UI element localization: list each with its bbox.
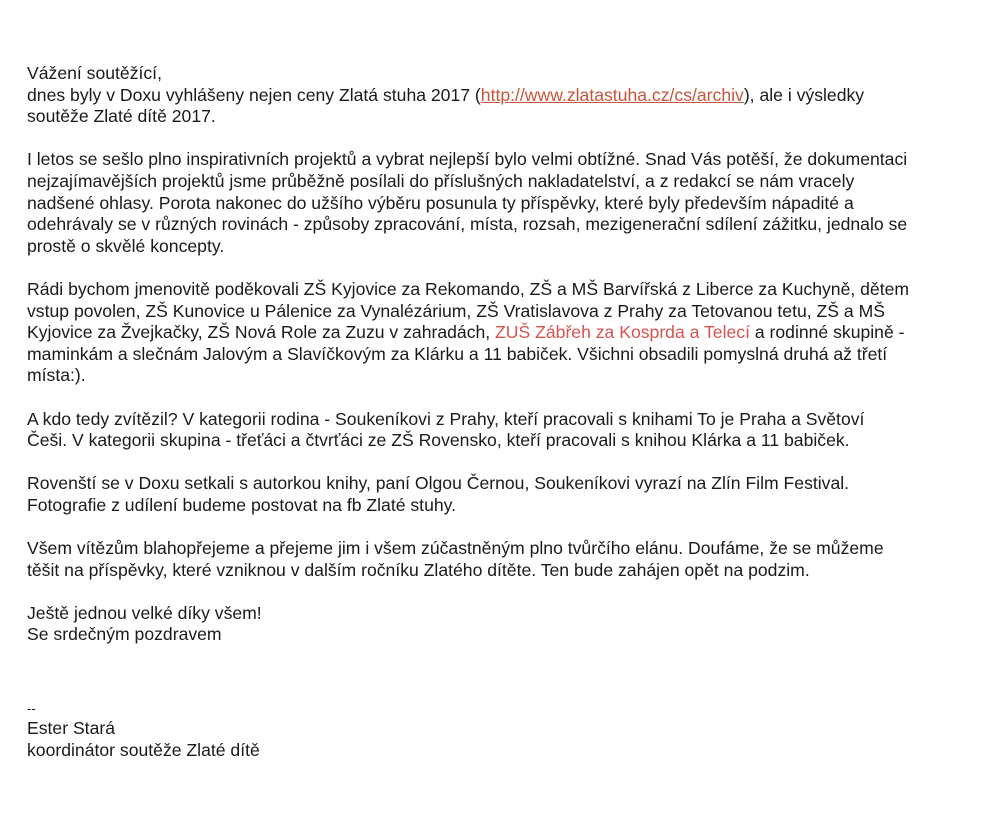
signature-dashes: -- (27, 701, 36, 717)
letter-body (27, 63, 987, 761)
paragraph-line: Češi. V kategorii skupina - třeťáci a čtvrťáci ze ZŠ Rovensko, kteří pracovali s knihou Klárka a 11 babiček. (27, 430, 850, 451)
paragraph-line: A kdo tedy zvítězil? V kategorii rodina - Soukeníkovi z Prahy, kteří pracovali s knihami To je Praha a Světoví (27, 408, 865, 429)
closing-line: Se srdečným pozdravem (27, 624, 222, 645)
paragraph-line: maminkám a slečnám Jalovým a Slavíčkovým za Klárku a 11 babiček. Všichni obsadili pomyslná druhá až třetí (27, 343, 888, 364)
highlighted-school: ZUŠ Zábřeh za Kosprda a Telecí (495, 322, 750, 343)
intro-text-1: dnes byly v Doxu vyhlášeny nejen ceny Zlatá stuha 2017 ( (27, 84, 481, 105)
paragraph-line: těšit na příspěvky, které vzniknou v dalším ročníku Zlatého dítěte. Ten bude zahájen opět na podzim. (27, 559, 810, 580)
greeting: Vážení soutěžící, (27, 63, 162, 83)
paragraph-line: prostě o skvělé koncepty. (27, 235, 225, 256)
paragraph-congratulations (27, 538, 987, 581)
paragraph-line: nejzajímavějších projektů jsme průběžně posílali do příslušných nakladatelství, a z redakcí se nám vracely (27, 170, 855, 191)
signature-spacer (27, 646, 987, 700)
intro-line-2: soutěže Zlaté dítě 2017. (27, 106, 216, 127)
paragraph-projects (27, 149, 987, 257)
closing (27, 603, 987, 646)
paragraph-line: odehrávaly se v různých rovinách - způsoby zpracování, místa, rozsah, mezigenerační sdílení zážitku, jednalo se (27, 214, 908, 235)
archive-link[interactable]: http://www.zlatastuha.cz/cs/archiv (480, 84, 744, 105)
paragraph-meeting (27, 473, 987, 516)
paragraph-thanks (27, 279, 987, 387)
paragraph-line: nadšené ohlasy. Porota nakonec do užšího výběru posunula ty příspěvky, které byly především nápadité a (27, 192, 854, 213)
paragraph-winners (27, 409, 987, 452)
intro-text-2: ), ale i výsledky (743, 84, 865, 105)
signature-name: Ester Stará (27, 718, 116, 739)
paragraph-line: vstup povolen, ZŠ Kunovice u Pálenice za Vynalézárium, ZŠ Vratislavova z Prahy za Tetovanou tetu, ZŠ a MŠ (27, 300, 885, 321)
thanks-text: a rodinné skupině - (749, 322, 905, 343)
paragraph-line: Všem vítězům blahopřejeme a přejeme jim i všem zúčastněným plno tvůrčího elánu. Doufáme, že se můžeme (27, 538, 884, 559)
closing-line: Ještě jednou velké díky všem! (27, 602, 262, 623)
paragraph-line (27, 322, 987, 344)
thanks-text: Kyjovice za Žvejkačky, ZŠ Nová Role za Zuzu v zahradách, (27, 322, 496, 343)
paragraph-line: Rádi bychom jmenovitě poděkovali ZŠ Kyjovice za Rekomando, ZŠ a MŠ Barvířská z Liberce za Kuchyně, dětem (27, 278, 910, 299)
greeting-paragraph (27, 63, 987, 128)
paragraph-line: místa:). (27, 365, 86, 386)
signature-role: koordinátor soutěže Zlaté dítě (27, 739, 260, 760)
paragraph-line: Fotografie z udílení budeme postovat na fb Zlaté stuhy. (27, 494, 457, 515)
paragraph-line: Rovenští se v Doxu setkali s autorkou knihy, paní Olgou Černou, Soukeníkovi vyrazí na Zlín Film Festival. (27, 473, 850, 494)
signature (27, 700, 987, 761)
paragraph-line: I letos se sešlo plno inspirativních projektů a vybrat nejlepší bylo velmi obtížné. Snad Vás potěší, že dokumentaci (27, 149, 908, 170)
intro-line-1 (27, 85, 987, 107)
